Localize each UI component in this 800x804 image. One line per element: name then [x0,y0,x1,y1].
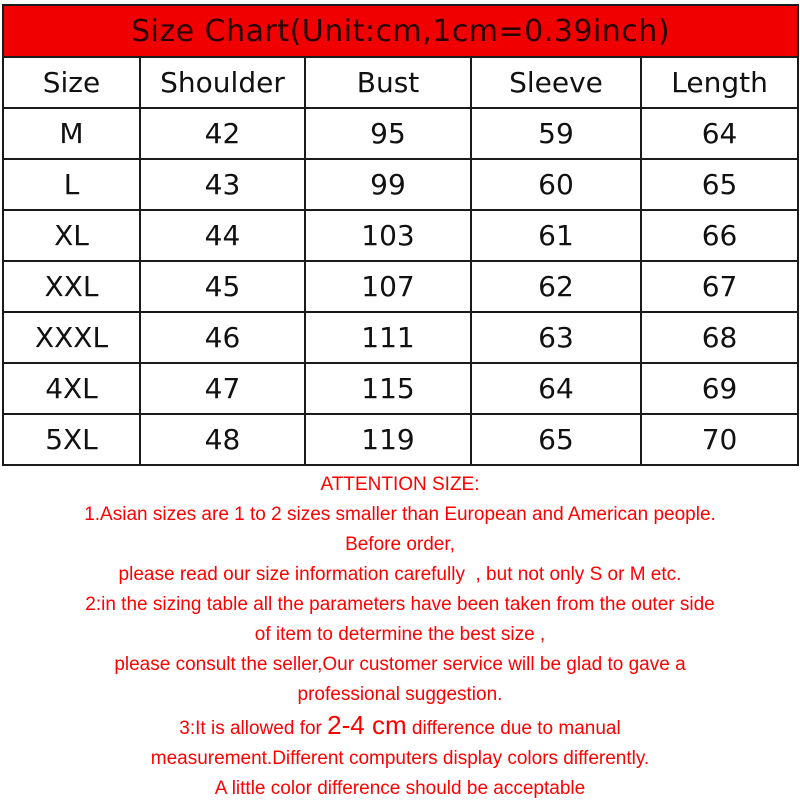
sleeve-cell: 64 [471,363,641,414]
sleeve-cell: 60 [471,159,641,210]
sleeve-cell: 65 [471,414,641,465]
chart-title: Size Chart(Unit:cm,1cm=0.39inch) [3,5,798,57]
note-line: of item to determine the best size , [254,624,546,645]
sleeve-cell: 59 [471,108,641,159]
shoulder-cell: 42 [140,108,305,159]
length-cell: 67 [641,261,798,312]
notes-heading: ATTENTION SIZE: [320,474,480,495]
bust-cell: 115 [305,363,471,414]
note-line: 2:in the sizing table all the parameters have been taken from the outer side [85,594,715,615]
note-line: measurement.Different computers display colors differently. [150,748,650,769]
column-header-length: Length [641,57,798,108]
table-row [3,210,798,261]
column-header-shoulder: Shoulder [140,57,305,108]
length-cell: 70 [641,414,798,465]
table-row [3,312,798,363]
table-row [3,108,798,159]
bust-cell: 99 [305,159,471,210]
note-line: please consult the seller,Our customer service will be glad to gave a [114,654,686,675]
shoulder-cell: 48 [140,414,305,465]
note-line: Before order, [345,534,455,555]
sleeve-cell: 61 [471,210,641,261]
sleeve-cell: 63 [471,312,641,363]
attention-notes [0,470,800,800]
column-header-bust: Bust [305,57,471,108]
size-cell: 5XL [3,414,140,465]
table-row [3,159,798,210]
shoulder-cell: 44 [140,210,305,261]
bust-cell: 103 [305,210,471,261]
size-cell: XL [3,210,140,261]
bust-cell: 111 [305,312,471,363]
note-line: professional suggestion. [297,684,503,705]
bust-cell: 107 [305,261,471,312]
length-cell: 66 [641,210,798,261]
bust-cell: 95 [305,108,471,159]
length-cell: 68 [641,312,798,363]
length-cell: 69 [641,363,798,414]
table-row [3,261,798,312]
shoulder-cell: 45 [140,261,305,312]
column-header-size: Size [3,57,140,108]
tolerance-prefix: 3:It is allowed for [179,718,322,739]
note-line-tolerance [0,710,800,744]
note-line: A little color difference should be acceptable [214,778,586,799]
shoulder-cell: 43 [140,159,305,210]
table-row [3,414,798,465]
tolerance-highlight: 2-4 cm [327,710,407,740]
size-cell: M [3,108,140,159]
sleeve-cell: 62 [471,261,641,312]
column-header-sleeve: Sleeve [471,57,641,108]
shoulder-cell: 47 [140,363,305,414]
shoulder-cell: 46 [140,312,305,363]
note-line: 1.Asian sizes are 1 to 2 sizes smaller than European and American people. [84,504,716,525]
size-cell: XXL [3,261,140,312]
size-cell: XXXL [3,312,140,363]
tolerance-suffix: difference due to manual [411,718,621,739]
note-line: please read our size information carefully , but not only S or M etc. [118,564,682,585]
size-cell: L [3,159,140,210]
header-row [3,57,798,108]
size-chart-table [2,4,799,466]
bust-cell: 119 [305,414,471,465]
size-cell: 4XL [3,363,140,414]
table-row [3,363,798,414]
length-cell: 64 [641,108,798,159]
length-cell: 65 [641,159,798,210]
